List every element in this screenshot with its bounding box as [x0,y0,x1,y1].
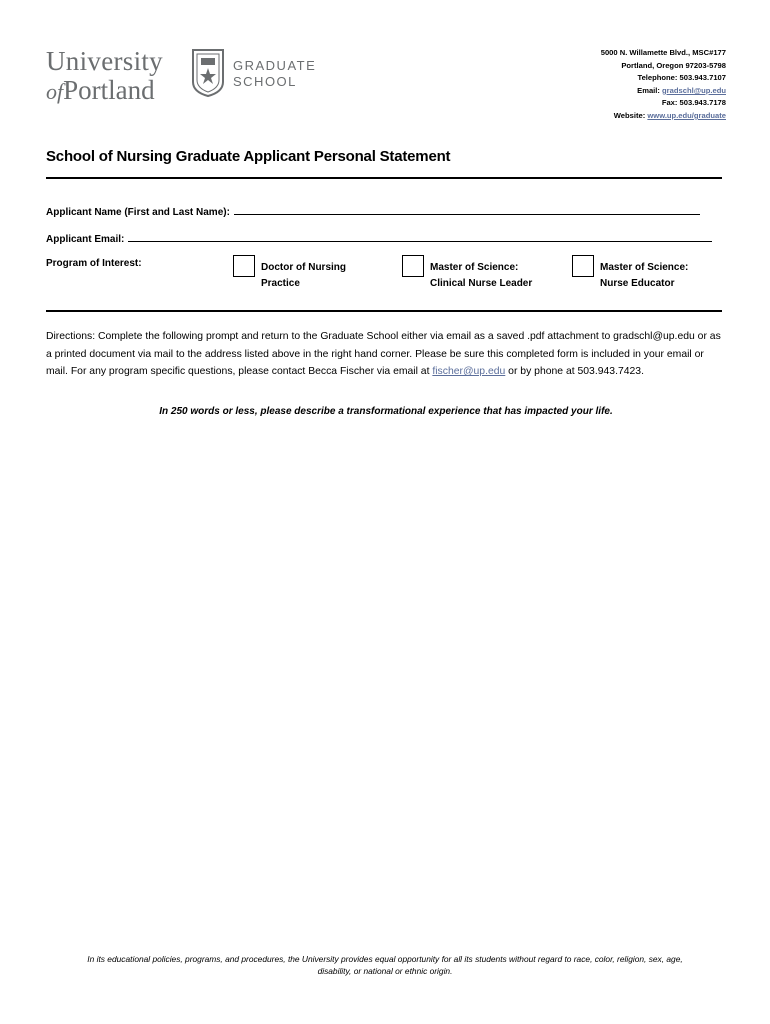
dnp-label-line2: Practice [261,278,300,289]
essay-prompt: In 250 words or less, please describe a transformational experience that has impacted your life. [159,406,613,417]
university-logo [46,46,336,106]
cnl-label [430,260,532,292]
footer-notice [40,953,730,977]
telephone: Telephone: 503.943.7107 [637,73,726,83]
fischer-email-link[interactable]: fischer@up.edu [432,366,506,377]
email-line [601,85,726,98]
page-title: School of Nursing Graduate Applicant Personal Statement [46,148,451,165]
cnl-checkbox[interactable] [402,255,424,277]
dnp-label-line1: Doctor of Nursing [261,262,346,273]
ne-label [600,260,688,292]
directions-tail: or by phone at 503.943.7423. [505,366,644,377]
dnp-label [261,260,346,292]
directions-text [46,328,726,381]
cnl-label-line2: Clinical Nurse Leader [430,278,533,289]
applicant-email-label: Applicant Email: [46,234,125,245]
applicant-email-field[interactable] [128,231,712,242]
website-line [601,110,726,123]
email-link[interactable]: gradschl@up.edu [662,85,726,95]
ne-label-line2: Nurse Educator [600,278,675,289]
option-ne[interactable] [572,255,688,292]
dnp-checkbox[interactable] [233,255,255,277]
logo-university-text: University [46,46,163,76]
option-cnl[interactable] [402,255,532,292]
footer-line-1: In its educational policies, programs, and procedures, the University provides equal opportunity for all its students without regard to race, color, religion, sex, age, [87,954,683,964]
fax: Fax: 503.943.7178 [661,98,726,108]
logo-school-text: SCHOOL [233,74,297,89]
divider [46,177,722,179]
cnl-label-line1: Master of Science: [430,262,519,273]
option-dnp[interactable] [233,255,346,292]
applicant-email-row [46,231,712,245]
logo-of-text: of [46,79,64,104]
email-label: Email: [637,85,660,95]
website-label: Website: [613,110,646,120]
logo-portland-text: Portland [63,75,155,105]
divider [46,310,722,312]
contact-block [601,47,726,123]
footer-line-2: disability, or national or ethnic origin. [317,966,453,976]
directions-body: Directions: Complete the following prompt and return to the Graduate School either via email as a saved .pdf attachment to gradschl@up.edu or as a printed document via mail to the address listed above in the right hand corner. Please be sure this completed form is included in your email or mail. For any program specific questions, please contact Becca Fischer via email at [46,331,721,377]
shield-icon [191,48,225,98]
address-line-1: 5000 N. Willamette Blvd., MSC#177 [600,48,726,57]
applicant-name-label: Applicant Name (First and Last Name): [46,207,230,218]
logo-portland-line [46,75,155,106]
website-link[interactable]: www.up.edu/graduate [647,110,726,120]
address-line-2: Portland, Oregon 97203-5798 [621,60,726,70]
logo-graduate-school [233,58,316,90]
ne-checkbox[interactable] [572,255,594,277]
program-label: Program of Interest: [46,258,142,269]
logo-graduate-text: GRADUATE [233,58,317,73]
applicant-name-row [46,204,700,218]
applicant-name-field[interactable] [234,204,700,215]
ne-label-line1: Master of Science: [600,262,689,273]
